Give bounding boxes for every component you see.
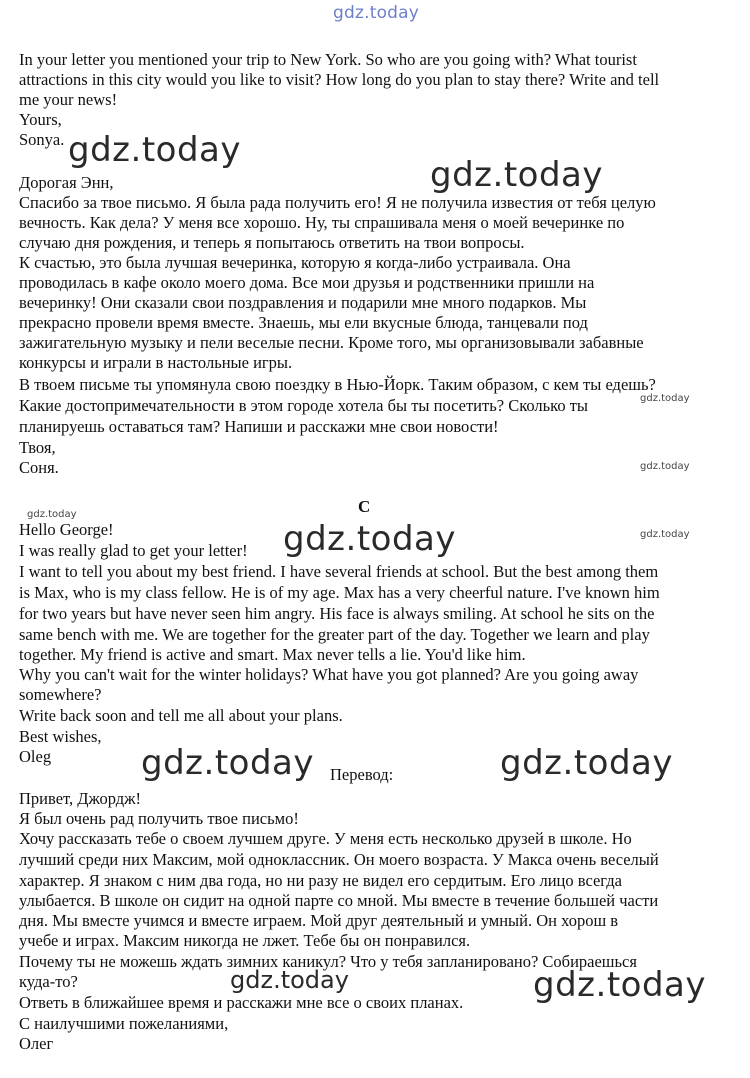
translation-line: Я был очень рад получить твое письмо! bbox=[19, 809, 299, 828]
translation-signature: Олег bbox=[19, 1034, 54, 1053]
letter-ru-line: планируешь оставаться там? Напиши и расскажи мне свои новости! bbox=[19, 417, 499, 436]
watermark: gdz.today bbox=[141, 743, 314, 783]
letter-ru-line: проводилась в кафе около моего дома. Все мои друзья и родственники пришли на bbox=[19, 273, 595, 292]
letter-ru-signature: Соня. bbox=[19, 458, 59, 477]
translation-line: характер. Я знаком с ним два года, но ни разу не видел его сердитым. Его лицо всегда bbox=[19, 871, 622, 890]
letter-en-greeting: Hello George! bbox=[19, 520, 114, 539]
watermark: gdz.today bbox=[230, 966, 349, 994]
watermark: gdz.today bbox=[283, 519, 456, 559]
letter-en-line: Best wishes, bbox=[19, 727, 102, 746]
letter-en-end-signature: Sonya. bbox=[19, 130, 65, 149]
letter-ru-line: В твоем письме ты упомянула свою поездку в Нью-Йорк. Таким образом, с кем ты едешь? bbox=[19, 375, 656, 394]
translation-line: лучший среди них Максим, мой одноклассник. Он моего возраста. У Макса очень веселый bbox=[19, 850, 659, 869]
watermark: gdz.today bbox=[430, 155, 603, 195]
letter-ru-greeting: Дорогая Энн, bbox=[19, 173, 114, 192]
translation-line: Хочу рассказать тебе о своем лучшем друге. У меня есть несколько друзей в школе. Но bbox=[19, 829, 632, 848]
letter-en-end-line: In your letter you mentioned your trip to New York. So who are you going with? What tourist bbox=[19, 50, 637, 69]
translation-greeting: Привет, Джордж! bbox=[19, 789, 142, 808]
watermark: gdz.today bbox=[68, 130, 241, 170]
translation-label: Перевод: bbox=[330, 765, 394, 784]
letter-en-end-line: attractions in this city would you like to visit? How long do you plan to stay there? Write and tell bbox=[19, 70, 660, 89]
letter-ru-line: случаю дня рождения, и теперь я попытаюсь ответить на твои вопросы. bbox=[19, 233, 525, 252]
letter-ru-line: Твоя, bbox=[19, 438, 56, 457]
letter-ru-line: Спасибо за твое письмо. Я была рада получить его! Я не получила известия от тебя целую bbox=[19, 193, 656, 212]
letter-en-line: together. My friend is active and smart. Max never tells a lie. You'd like him. bbox=[19, 645, 526, 664]
letter-ru-line: К счастью, это была лучшая вечеринка, которую я когда-либо устраивала. Она bbox=[19, 253, 571, 272]
letter-en-line: is Max, who is my class fellow. He is of my age. Max has a very cheerful nature. I've known him bbox=[19, 583, 660, 602]
translation-line: Ответь в ближайшее время и расскажи мне все о своих планах. bbox=[19, 993, 464, 1012]
watermark-top: gdz.today bbox=[333, 3, 420, 23]
translation-line: учебе и играх. Максим никогда не лжет. Тебе бы он понравился. bbox=[19, 931, 471, 950]
translation-line: улыбается. В школе он сидит на одной парте со мной. Мы вместе в течение большей части bbox=[19, 891, 659, 910]
letter-en-end-line: me your news! bbox=[19, 90, 118, 109]
letter-en-line: Why you can't wait for the winter holidays? What have you got planned? Are you going away bbox=[19, 665, 639, 684]
letter-en-line: for two years but have never seen him angry. His face is always smiling. At school he sits on the bbox=[19, 604, 655, 623]
letter-ru-line: вечность. Как дела? У меня все хорошо. Ну, ты спрашивала меня о моей вечеринке по bbox=[19, 213, 625, 232]
letter-en-line: somewhere? bbox=[19, 685, 102, 704]
letter-en-end-line: Yours, bbox=[19, 110, 62, 129]
watermark-small: gdz.today bbox=[640, 393, 690, 404]
translation-line: С наилучшими пожеланиями, bbox=[19, 1014, 229, 1033]
letter-en-line: same bench with me. We are together for the greater part of the day. Together we learn and play bbox=[19, 625, 650, 644]
letter-ru-line: конкурсы и играли в настольные игры. bbox=[19, 353, 293, 372]
watermark: gdz.today bbox=[533, 965, 706, 1005]
letter-ru-line: зажигательную музыку и пели веселые песни. Кроме того, мы организовывали забавные bbox=[19, 333, 644, 352]
watermark-small: gdz.today bbox=[640, 461, 690, 472]
translation-line: Почему ты не можешь ждать зимних каникул? Что у тебя запланировано? Собираешься bbox=[19, 952, 637, 971]
letter-en-signature: Oleg bbox=[19, 747, 52, 766]
translation-line: дня. Мы вместе учимся и вместе играем. Мой друг деятельный и умный. Он хорош в bbox=[19, 911, 619, 930]
letter-ru-line: Какие достопримечательности в этом городе хотела бы ты посетить? Сколько ты bbox=[19, 396, 589, 415]
watermark-small: gdz.today bbox=[27, 509, 77, 520]
translation-line: куда-то? bbox=[19, 972, 78, 991]
section-label: C bbox=[358, 497, 371, 516]
letter-en-line: I want to tell you about my best friend. I have several friends at school. But the best among them bbox=[19, 562, 659, 581]
watermark-small: gdz.today bbox=[640, 529, 690, 540]
watermark: gdz.today bbox=[500, 743, 673, 783]
letter-ru-line: вечеринку! Они сказали свои поздравления и подарили мне много подарков. Мы bbox=[19, 293, 587, 312]
letter-ru-line: прекрасно провели время вместе. Знаешь, мы ели вкусные блюда, танцевали под bbox=[19, 313, 588, 332]
letter-en-line: Write back soon and tell me all about your plans. bbox=[19, 706, 343, 725]
letter-en-line: I was really glad to get your letter! bbox=[19, 541, 248, 560]
